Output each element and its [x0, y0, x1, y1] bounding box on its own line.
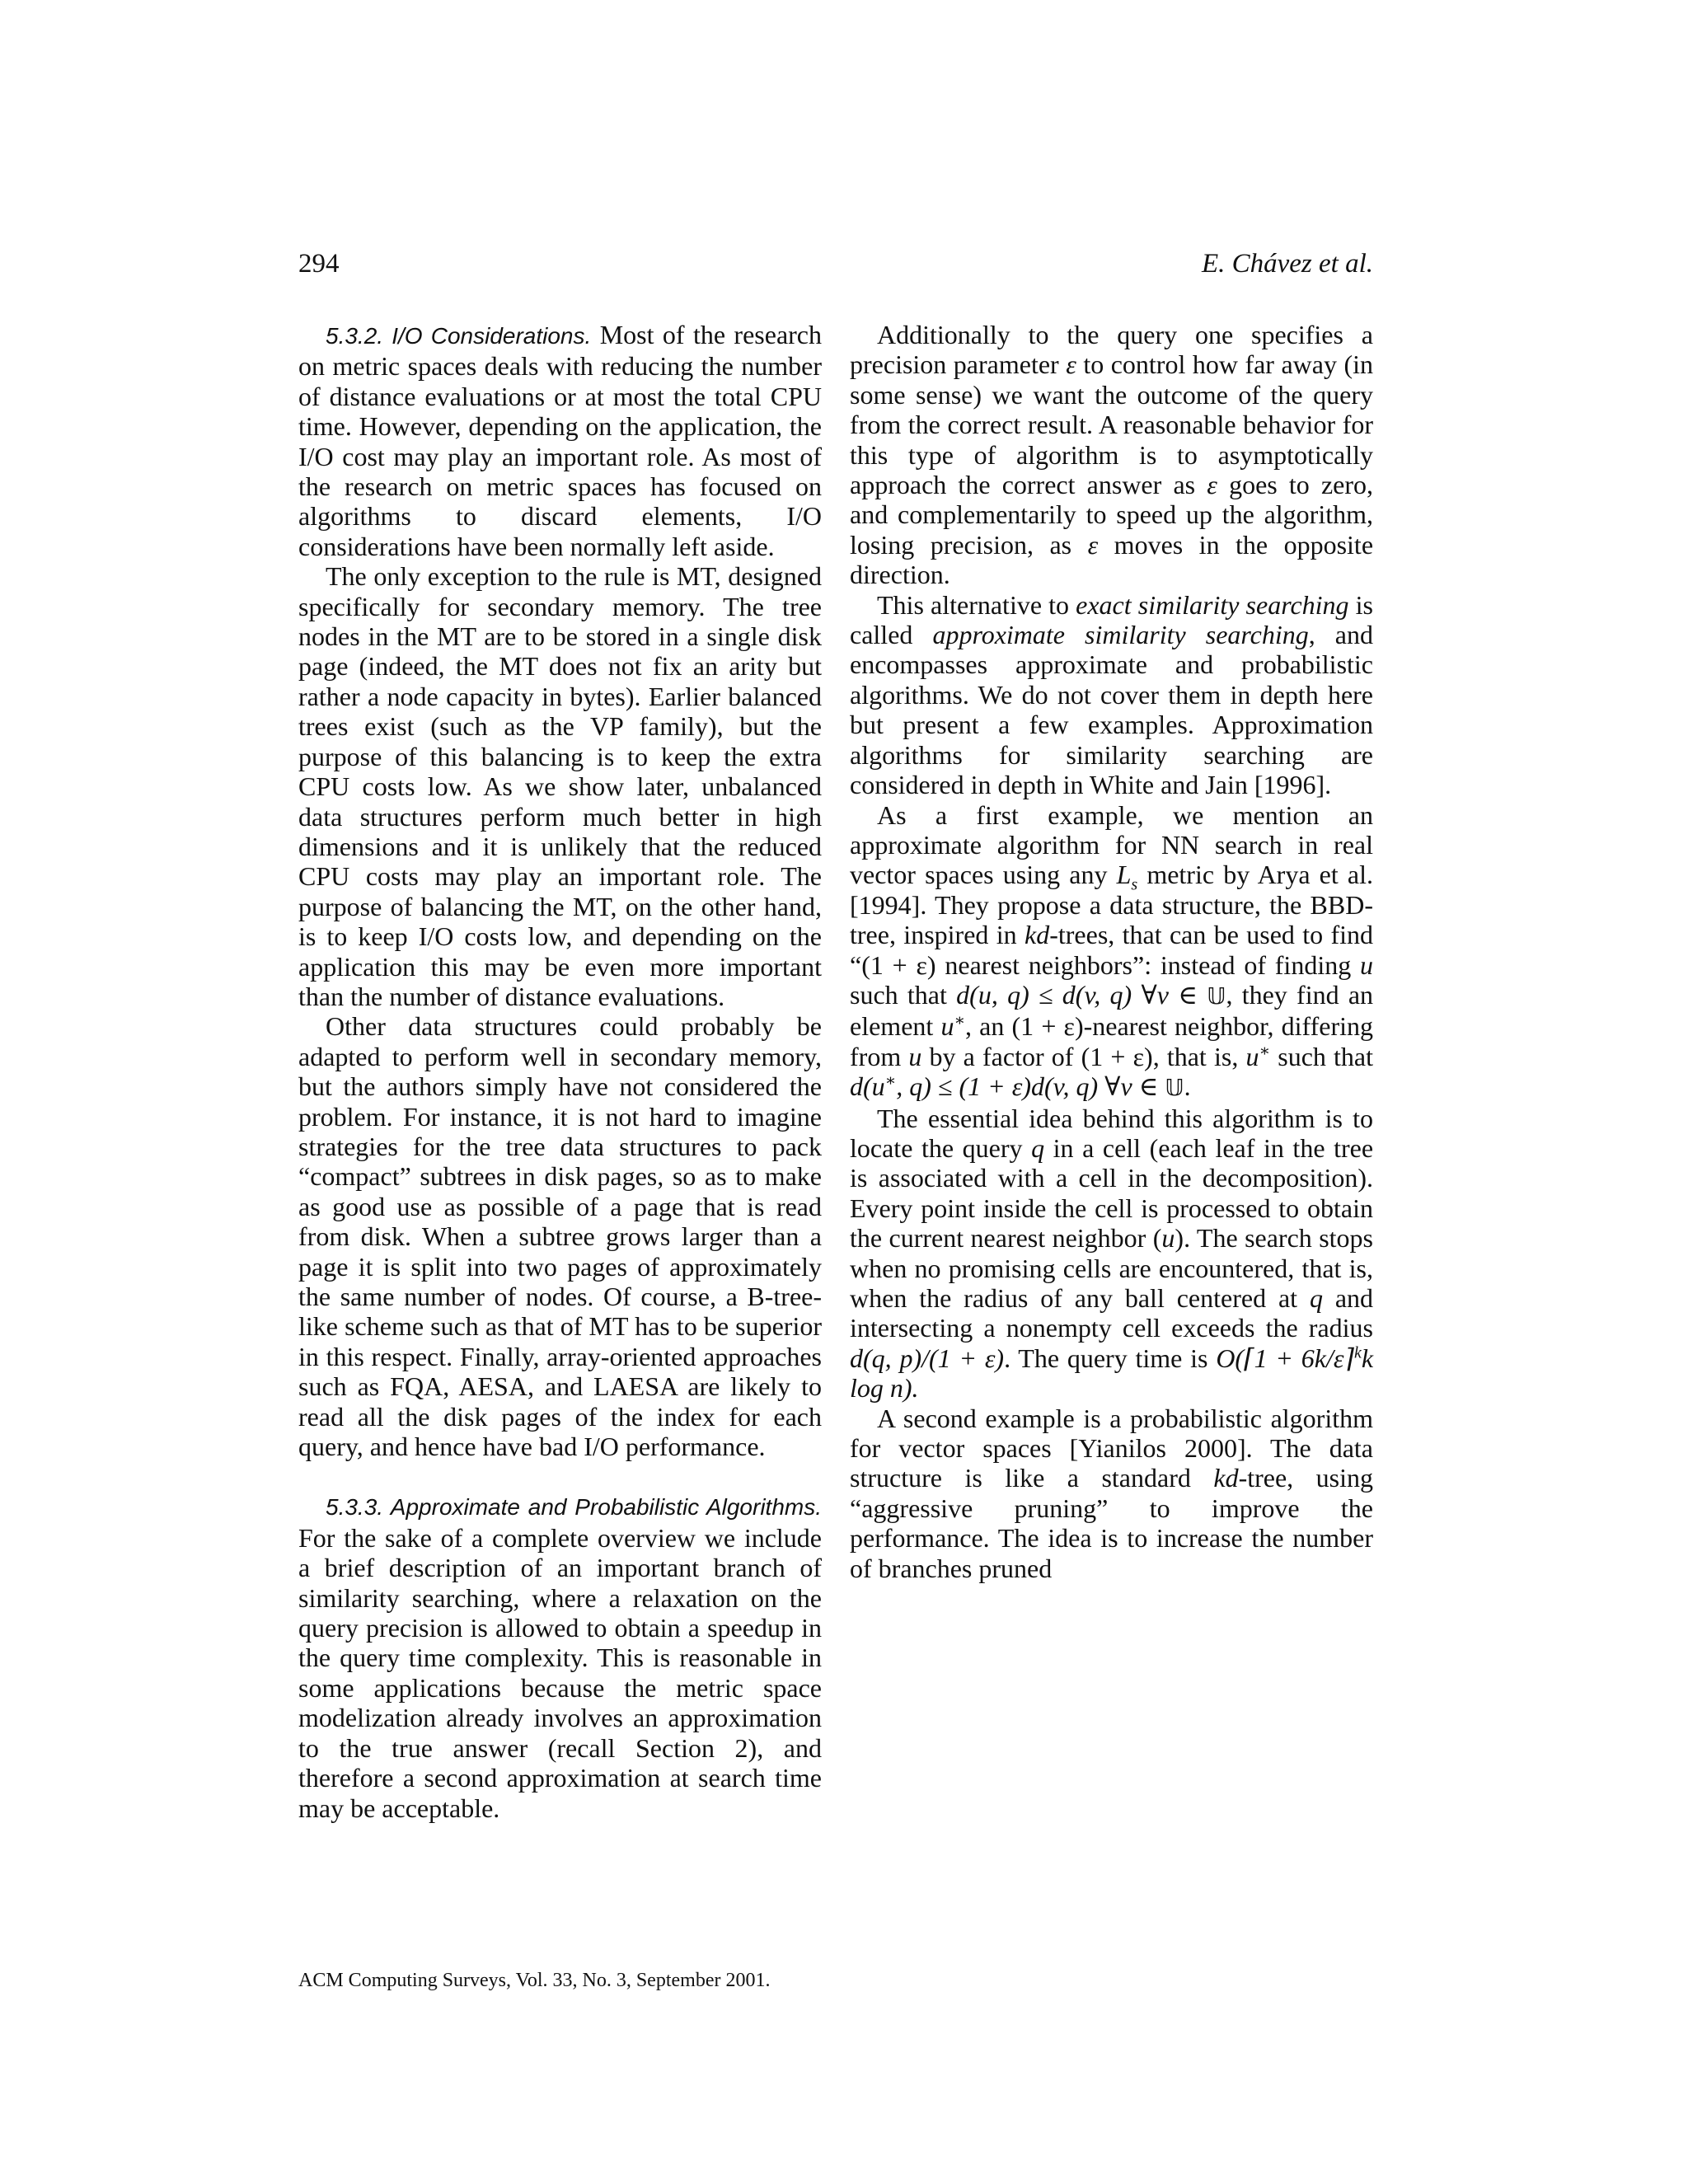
right-column — [850, 320, 1373, 1583]
text-run: , and encompasses approximate and probabilistic algorithms. We do not cover them in depth here but present a few examples. Approximation algorithms for similarity searching are considered in depth in White and Jain [1996]. — [850, 620, 1374, 800]
term-exact-similarity: exact similarity searching — [1076, 589, 1349, 620]
paragraph-text: Most of the research on metric spaces deals with reducing the number of distance evaluations or at most the total CPU time. However, depending on the application, the I/O cost may play an important role. As most of the research on metric spaces has focused on algorithms to discard elements, I/O considerations have been normally left aside. — [298, 320, 823, 561]
math-q: q — [1031, 1132, 1045, 1163]
left-column — [298, 320, 822, 1823]
paragraph-mt-exception: The only exception to the rule is MT, designed specifically for secondary memory. The tree nodes in the MT are to be stored in a single disk page (indeed, the MT does not fix an arity but rather a node capacity in bytes). Earlier balanced trees exist (such as the VP family), but the purpose of this balancing is to keep the extra CPU costs low. As we show later, unbalanced data structures perform much better in high dimensions and it is unlikely that the reduced CPU costs may play an important role. The purpose of balancing the MT, on the other hand, is to keep I/O costs low, and depending on the application this may be even more important than the number of distance evaluations. — [298, 561, 822, 1011]
text-run: , an (1 + ε)-nearest neighbor, differing from — [850, 1011, 1374, 1071]
math-kd: kd — [1025, 920, 1050, 950]
math-condition-approx: d(u — [850, 1071, 885, 1102]
math-q: q — [1309, 1283, 1323, 1313]
math-subscript-s: s — [1131, 875, 1138, 894]
math-L: L — [1116, 860, 1132, 890]
text-run: -tree, using “aggressive pruning” to improve the performance. The idea is to increase the number of branches pruned — [850, 1463, 1374, 1583]
term-approximate-similarity: approximate similarity searching — [932, 620, 1309, 650]
text-run: by a factor of (1 + ε), that is, — [929, 1041, 1239, 1071]
math-star: ∗ — [884, 1071, 897, 1090]
text-run: goes to zero, and complementarily to speed up the algorithm, losing precision, as — [850, 470, 1374, 560]
text-run: This alternative to — [877, 589, 1070, 620]
running-head: E. Chávez et al. — [1201, 249, 1373, 279]
math-epsilon: ε — [1207, 470, 1217, 500]
subsection-heading-5-3-2: 5.3.2. I/O Considerations. — [326, 323, 592, 349]
math-u: u — [1360, 949, 1374, 980]
math-query-time: O(⌈1 + 6k/ε⌉ — [1216, 1343, 1354, 1373]
paragraph-text: For the sake of a complete overview we include a brief description of an important branch of similarity searching, where a relaxation on the query precision is allowed to obtain a speedup in the query time complexity. This is reasonable in some applications because the metric space modelization already involves an approximation to the true answer (recall Section 2), and therefore a second approximation at search time may be acceptable. — [298, 1522, 822, 1823]
text-run: Additionally to the query one specifies a precision parameter — [850, 320, 1373, 380]
text-run: such that — [1278, 1041, 1374, 1071]
text-run: A second example is a probabilistic algorithm for vector spaces [Yianilos 2000]. The data structure is like a standard — [850, 1403, 1373, 1493]
text-run: As a first example, we mention an approximate algorithm for NN search in real vector spaces using any — [850, 799, 1373, 890]
text-run: they find an element — [850, 979, 1374, 1042]
math-epsilon: ε — [1087, 529, 1099, 560]
paragraph-precision-parameter — [850, 320, 1373, 590]
page-number: 294 — [298, 249, 340, 279]
journal-footer: ACM Computing Surveys, Vol. 33, No. 3, September 2001. — [298, 1970, 771, 1991]
paragraph-alternative — [850, 590, 1373, 800]
math-kd: kd — [1213, 1463, 1239, 1493]
text-run: -trees, that can be used to find “(1 + ε) nearest neighbors”: instead of finding — [850, 920, 1374, 980]
math-u: u — [908, 1041, 922, 1071]
math-exponent-k: k — [1353, 1343, 1362, 1362]
math-u: u — [1161, 1223, 1175, 1254]
paragraph-first-example: As a first example, we mention an approximate algorithm for NN search in real vector spaces using any $L_s$ metric by Arya et al. [1994]. They propose a data structure, the BBD-tree, inspired in kd-trees, that can be used to find “(1 + ε) nearest neighbors”: instead of finding u such that d(u, q) ≤ d(v, q) ∀v ∈ 𝕌, they find an element u∗, an (1 + ε)-nearest neighbor, differing from u by a factor of (1 + ε), that is, u∗ such that d(u∗, q) ≤ (1 + ε)d(v, q) ∀v ∈ 𝕌. — [850, 799, 1374, 1102]
paragraph-approx-intro — [298, 1491, 822, 1822]
paragraph-other-structures: Other data structures could probably be adapted to perform well in secondary memory, but the authors simply have not considered the problem. For instance, it is not hard to imagine strategies for the tree data structures to pack “compact” subtrees in disk pages, so as to make as good use as possible of a page that is read from disk. When a subtree grows larger than a page it is split into two pages of approximately the same number of nodes. Of course, a B-tree-like scheme such as that of MT has to be superior in this respect. Finally, array-oriented approaches such as FQA, AESA, and LAESA are likely to read all the disk pages of the index for each query, and hence have bad I/O performance. — [298, 1011, 822, 1462]
math-universe: 𝕌 — [1207, 982, 1226, 1010]
section-gap — [298, 1461, 822, 1491]
text-run: and intersecting a nonempty cell exceeds the radius — [850, 1283, 1374, 1343]
text-run: . The query time is — [1004, 1343, 1208, 1373]
math-u: u — [940, 1011, 954, 1042]
math-epsilon: ε — [1066, 349, 1076, 380]
text-run: in a cell (each leaf in the tree is associated with a cell in the decomposition). Every point inside the cell is processed to obtain the current nearest neighbor ( — [850, 1132, 1374, 1254]
math-radius: d(q, p)/(1 + ε) — [850, 1343, 1005, 1373]
text-run: to control how far away (in some sense) we want the outcome of the query from the correct result. A reasonable behavior for this type of algorithm is to asymptotically approach the correct answer as — [850, 349, 1374, 500]
text-run: is called — [850, 589, 1373, 650]
paragraph-essential-idea — [850, 1104, 1373, 1404]
text-run: The essential idea behind this algorithm is to locate the query — [850, 1103, 1373, 1163]
text-run: such that — [850, 979, 947, 1010]
text-run: ). The search stops when no promising cells are encountered, that is, when the radius of any ball centered at — [850, 1223, 1374, 1313]
text-run: moves in the opposite direction. — [850, 529, 1374, 590]
math-universe: 𝕌 — [1165, 1074, 1184, 1102]
text-run: metric by Arya et al. [1994]. They propose a data structure, the BBD-tree, inspired in — [850, 860, 1373, 950]
paragraph-io-intro — [298, 320, 822, 561]
subsection-heading-5-3-3: 5.3.3. Approximate and Probabilistic Algorithms. — [326, 1494, 822, 1521]
math-query-time: k log n). — [850, 1343, 1374, 1404]
math-condition-nn: d(u, q) ≤ d(v, q) ∀v ∈ — [956, 979, 1198, 1010]
math-u: u — [1245, 1041, 1259, 1071]
math-star: ∗ — [954, 1011, 966, 1030]
paragraph-second-example — [850, 1404, 1373, 1583]
math-star: ∗ — [1259, 1042, 1271, 1061]
math-condition-approx: , q) ≤ (1 + ε)d(v, q) ∀v ∈ — [896, 1071, 1159, 1102]
